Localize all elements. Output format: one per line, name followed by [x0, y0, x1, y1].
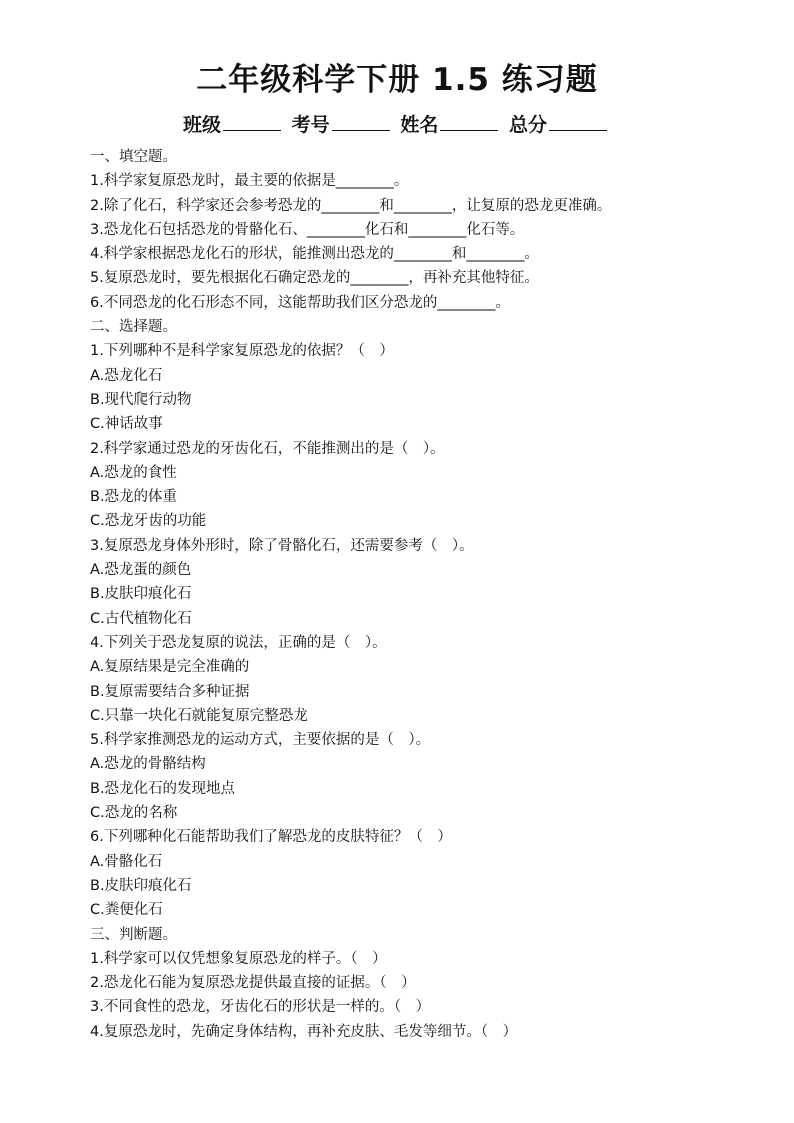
- answer-option: B.恐龙的体重: [90, 489, 178, 506]
- answer-option: A.骨骼化石: [90, 853, 163, 870]
- info-label-exam-number: 考号: [291, 114, 330, 136]
- answer-option: C.恐龙牙齿的功能: [90, 513, 207, 530]
- section-heading: 三、判断题。: [90, 926, 177, 943]
- info-label-name: 姓名: [400, 114, 439, 136]
- question-line: 5.复原恐龙时，要先根据化石确定恐龙的________，再补充其他特征。: [90, 270, 539, 287]
- info-field-exam-number: [292, 114, 401, 136]
- info-label-class: 班级: [183, 114, 222, 136]
- section-heading: 二、选择题。: [90, 319, 177, 336]
- info-field-name: [400, 114, 509, 136]
- answer-option: B.恐龙化石的发现地点: [90, 780, 236, 797]
- info-blank-exam-number[interactable]: [332, 110, 390, 131]
- question-line: 2.除了化石，科学家还会参考恐龙的________和________，让复原的恐龙更准确。: [90, 197, 612, 214]
- question-line: 2.恐龙化石能为复原恐龙提供最直接的证据。（ ）: [90, 975, 416, 992]
- answer-option: B.皮肤印痕化石: [90, 586, 192, 603]
- answer-option: C.粪便化石: [90, 902, 163, 919]
- student-info-row: [0, 110, 794, 139]
- answer-option: B.皮肤印痕化石: [90, 877, 192, 894]
- question-line: 4.科学家根据恐龙化石的形状，能推测出恐龙的________和________。: [90, 246, 539, 263]
- question-line: 6.不同恐龙的化石形态不同，这能帮助我们区分恐龙的________。: [90, 294, 510, 311]
- answer-option: A.复原结果是完全准确的: [90, 659, 250, 676]
- page-title: 二年级科学下册 1.5 练习题: [196, 62, 598, 98]
- answer-option: C.古代植物化石: [90, 610, 192, 627]
- info-blank-name[interactable]: [440, 110, 498, 131]
- answer-option: C.只靠一块化石就能复原完整恐龙: [90, 707, 308, 724]
- info-field-class: [183, 114, 292, 136]
- question-line: 2.科学家通过恐龙的牙齿化石，不能推测出的是（ ）。: [90, 440, 445, 457]
- question-line: 4.复原恐龙时，先确定身体结构，再补充皮肤、毛发等细节。（ ）: [90, 1023, 518, 1040]
- question-line: 6.下列哪种化石能帮助我们了解恐龙的皮肤特征？（ ）: [90, 829, 452, 846]
- answer-option: B.现代爬行动物: [90, 391, 192, 408]
- question-line: 3.不同食性的恐龙，牙齿化石的形状是一样的。（ ）: [90, 999, 431, 1016]
- section-heading: 一、填空题。: [90, 149, 177, 165]
- question-line: 4.下列关于恐龙复原的说法，正确的是（ ）。: [90, 634, 387, 651]
- question-line: 1.下列哪种不是科学家复原恐龙的依据？（ ）: [90, 343, 394, 360]
- question-line: 1.科学家复原恐龙时，最主要的依据是________。: [90, 173, 409, 190]
- info-field-total-score: [509, 114, 611, 136]
- info-blank-class[interactable]: [223, 110, 281, 131]
- answer-option: A.恐龙的骨骼结构: [90, 756, 206, 773]
- answer-option: A.恐龙的食性: [90, 464, 177, 481]
- answer-option: C.恐龙的名称: [90, 805, 178, 822]
- info-label-total-score: 总分: [508, 114, 547, 136]
- answer-option: B.复原需要结合多种证据: [90, 683, 250, 700]
- question-line: 3.恐龙化石包括恐龙的骨骼化石、________化石和________化石等。: [90, 221, 525, 238]
- answer-option: A.恐龙化石: [90, 367, 163, 384]
- info-blank-total-score[interactable]: [549, 110, 607, 131]
- question-line: 5.科学家推测恐龙的运动方式，主要依据的是（ ）。: [90, 732, 431, 749]
- question-line: 1.科学家可以仅凭想象复原恐龙的样子。（ ）: [90, 950, 387, 967]
- answer-option: A.恐龙蛋的颜色: [90, 562, 192, 579]
- answer-option: C.神话故事: [90, 416, 163, 433]
- question-line: 3.复原恐龙身体外形时，除了骨骼化石，还需要参考（ ）。: [90, 537, 474, 554]
- question-list: [90, 145, 770, 1044]
